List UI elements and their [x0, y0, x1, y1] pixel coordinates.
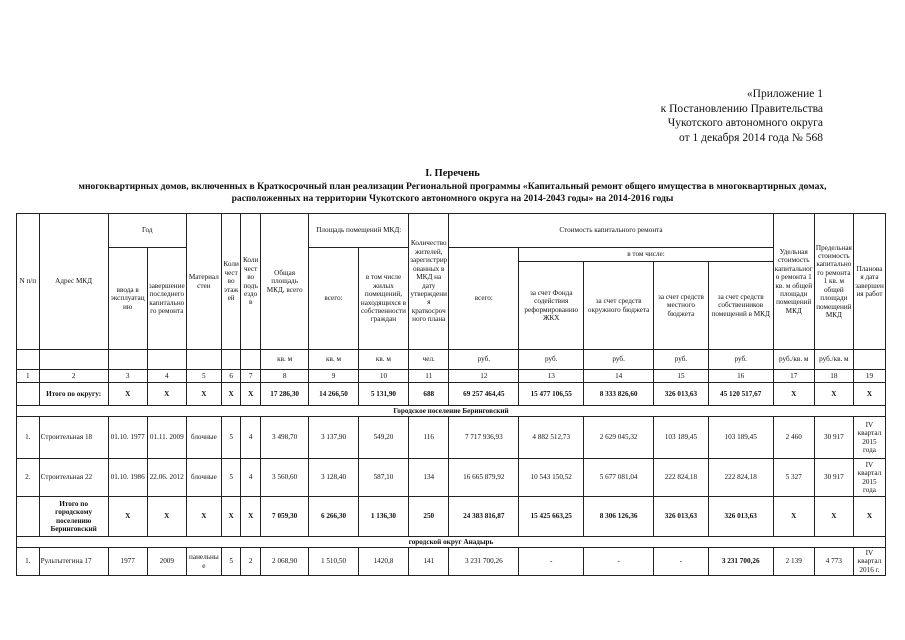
- header-plan-date: Плановая дата завершения работ: [853, 214, 885, 350]
- table-cell: 103 189,45: [654, 417, 709, 459]
- table-cell: 7 059,30: [260, 497, 308, 537]
- table-cell: -: [654, 548, 709, 576]
- table-cell: 5 327: [773, 459, 814, 497]
- column-numbers-row: [17, 370, 886, 383]
- table-cell: 1977: [108, 548, 147, 576]
- col-number: 12: [449, 370, 519, 383]
- header-row-1: [17, 214, 886, 248]
- header-num: N п/п: [17, 214, 40, 350]
- table-cell: 326 013,63: [654, 497, 709, 537]
- table-cell: -: [519, 548, 584, 576]
- table-cell: блочные: [186, 417, 221, 459]
- table-cell: 1420,8: [358, 548, 408, 576]
- table-cell: X: [773, 383, 814, 406]
- table-cell: блочные: [186, 459, 221, 497]
- table-cell: 45 120 517,67: [708, 383, 773, 406]
- table-cell: X: [147, 497, 186, 537]
- header-premises-total: всего:: [309, 248, 358, 350]
- table-cell: 15 477 106,55: [519, 383, 584, 406]
- row-address: Строительная 22: [39, 459, 108, 497]
- table-cell: X: [186, 497, 221, 537]
- okrug-total-label: Итого по округу:: [39, 383, 108, 406]
- table-cell: 326 013,63: [654, 383, 709, 406]
- unit-unit-cost: руб./кв. м: [773, 350, 814, 370]
- table-cell: 2 629 045,32: [584, 417, 654, 459]
- header-premises-residential: в том числе жилых помещений, находящихся в собственности граждан: [358, 248, 408, 350]
- appendix-line-4: от 1 декабря 2014 года № 568: [678, 131, 823, 144]
- subtitle-line-2: расположенных на территории Чукотского автономного округа на 2014-2043 годы» на 2014-2016 годы: [231, 193, 674, 204]
- header-total-area: Общая площадь МКД, всего: [260, 214, 308, 350]
- table-cell: 222 824,18: [708, 459, 773, 497]
- table-cell: X: [241, 497, 261, 537]
- table-cell: 1 136,30: [358, 497, 408, 537]
- table-cell: 3 231 700,26: [708, 548, 773, 576]
- header-incl: в том числе:: [519, 248, 773, 262]
- table-cell: 5: [221, 459, 241, 497]
- table-cell: -: [584, 548, 654, 576]
- table-cell: 69 257 464,45: [449, 383, 519, 406]
- table-row: [17, 417, 886, 459]
- table-cell: 30 917: [814, 459, 853, 497]
- table-cell: X: [186, 383, 221, 406]
- table-cell: IV квартал 2015 года: [853, 417, 885, 459]
- table-cell: 15 425 663,25: [519, 497, 584, 537]
- okrug-total-row: [17, 383, 886, 406]
- col-number: 13: [519, 370, 584, 383]
- col-number: 18: [814, 370, 853, 383]
- col-number: 8: [260, 370, 308, 383]
- units-row: [17, 350, 886, 370]
- col-number: 15: [654, 370, 709, 383]
- section-title: городской округ Анадырь: [17, 537, 886, 548]
- col-number: 10: [358, 370, 408, 383]
- col-number: 3: [108, 370, 147, 383]
- table-cell: 6 266,30: [309, 497, 358, 537]
- table-cell: 24 383 816,87: [449, 497, 519, 537]
- table-cell: 3 560,60: [260, 459, 308, 497]
- table-cell: 222 824,18: [654, 459, 709, 497]
- unit-cost-total: руб.: [449, 350, 519, 370]
- unit-local: руб.: [654, 350, 709, 370]
- table-cell: 116: [409, 417, 449, 459]
- appendix-block: [661, 87, 823, 145]
- table-cell: 3 128,40: [309, 459, 358, 497]
- table-cell: X: [773, 497, 814, 537]
- table-cell: X: [221, 497, 241, 537]
- list-title: I. Перечень: [425, 168, 480, 179]
- table-cell: 4 773: [814, 548, 853, 576]
- table-cell: 14 266,50: [309, 383, 358, 406]
- col-number: 14: [584, 370, 654, 383]
- table-cell: 8 306 126,36: [584, 497, 654, 537]
- section-title: Городское поселение Беринговский: [17, 406, 886, 417]
- row-num: 1.: [17, 548, 40, 576]
- col-number: 11: [409, 370, 449, 383]
- table-cell: X: [108, 383, 147, 406]
- subtitle-line-1: многоквартирных домов, включенных в Краткосрочный план реализации Региональной программы «Капитальный ремонт общего имущества в многоквартирных домах,: [78, 181, 827, 192]
- appendix-line-1: «Приложение 1: [746, 88, 823, 100]
- table-cell: IV квартал 2016 г.: [853, 548, 885, 576]
- header-cost-total: всего:: [449, 248, 519, 350]
- table-cell: 134: [409, 459, 449, 497]
- unit-residents: чел.: [409, 350, 449, 370]
- table-cell: 688: [409, 383, 449, 406]
- header-entrances: Количество подъездов: [241, 214, 261, 350]
- col-number: 17: [773, 370, 814, 383]
- table-cell: 250: [409, 497, 449, 537]
- table-cell: 3 231 700,26: [449, 548, 519, 576]
- header-premises-area: Площадь помещений МКД:: [309, 214, 409, 248]
- unit-district: руб.: [584, 350, 654, 370]
- unit-total-area: кв. м: [260, 350, 308, 370]
- table-row: [17, 459, 886, 497]
- table-cell: 2 139: [773, 548, 814, 576]
- table-cell: 4: [241, 417, 261, 459]
- section-row: [17, 406, 886, 417]
- row-num: 1.: [17, 417, 40, 459]
- section-total-row: [17, 497, 886, 537]
- table-cell: панельные: [186, 548, 221, 576]
- row-num: 2.: [17, 459, 40, 497]
- table-cell: 01.10. 1977: [108, 417, 147, 459]
- table-cell: 103 189,45: [708, 417, 773, 459]
- header-wall-material: Материал стен: [186, 214, 221, 350]
- table-cell: 141: [409, 548, 449, 576]
- header-cost: Стоимость капитального ремонта: [449, 214, 773, 248]
- header-max-cost: Предельная стоимость капитального ремонта 1 кв. м общей площади помещений МКД: [814, 214, 853, 350]
- unit-max-cost: руб./кв. м: [814, 350, 853, 370]
- table-cell: IV квартал 2015 года: [853, 459, 885, 497]
- table-cell: 5 131,90: [358, 383, 408, 406]
- table-cell: 5: [221, 548, 241, 576]
- col-number: 6: [221, 370, 241, 383]
- row-address: Рультытегина 17: [39, 548, 108, 576]
- table-cell: 8 333 826,60: [584, 383, 654, 406]
- table-cell: 1 510,50: [309, 548, 358, 576]
- table-cell: 01.11. 2009: [147, 417, 186, 459]
- list-subtitle: [0, 181, 905, 205]
- header-unit-cost: Удельная стоимость капитального ремонта 1 кв. м общей площади помещений МКД: [773, 214, 814, 350]
- table-cell: 5 677 081,04: [584, 459, 654, 497]
- table-cell: 2 068,90: [260, 548, 308, 576]
- houses-table: [16, 213, 886, 576]
- table-cell: 22.06. 2012: [147, 459, 186, 497]
- table-cell: 4: [241, 459, 261, 497]
- table-cell: 3 498,70: [260, 417, 308, 459]
- table-cell: X: [814, 497, 853, 537]
- section-row: [17, 537, 886, 548]
- col-number: 2: [39, 370, 108, 383]
- table-cell: 2009: [147, 548, 186, 576]
- table-cell: X: [853, 497, 885, 537]
- table-cell: X: [853, 383, 885, 406]
- header-district: за счет средств окружного бюджета: [584, 262, 654, 350]
- col-number: 5: [186, 370, 221, 383]
- section-total-label: Итого по городскому поселению Беринговский: [39, 497, 108, 537]
- table-row: [17, 548, 886, 576]
- table-cell: X: [241, 383, 261, 406]
- row-address: Строительная 18: [39, 417, 108, 459]
- table-cell: 4 882 512,73: [519, 417, 584, 459]
- col-number: 1: [17, 370, 40, 383]
- col-number: 16: [708, 370, 773, 383]
- header-address: Адрес МКД: [39, 214, 108, 350]
- table-cell: 7 717 936,93: [449, 417, 519, 459]
- table-cell: 2: [241, 548, 261, 576]
- unit-owners: руб.: [708, 350, 773, 370]
- col-number: 4: [147, 370, 186, 383]
- header-floors: Количество этажей: [221, 214, 241, 350]
- table-cell: X: [814, 383, 853, 406]
- header-residents: Количество жителей, зарегистрированных в МКД на дату утверждения краткосрочного плана: [409, 214, 449, 350]
- table-cell: X: [108, 497, 147, 537]
- table-cell: 326 013,63: [708, 497, 773, 537]
- unit-fund: руб.: [519, 350, 584, 370]
- table-cell: 549,20: [358, 417, 408, 459]
- table-cell: 01.10. 1986: [108, 459, 147, 497]
- appendix-line-2: к Постановлению Правительства: [660, 102, 823, 115]
- col-number: 9: [309, 370, 358, 383]
- table-cell: 587,10: [358, 459, 408, 497]
- header-row-2: [17, 248, 886, 262]
- header-year: Год: [108, 214, 186, 248]
- table-cell: 2 460: [773, 417, 814, 459]
- header-year-commission: ввода в эксплуатацию: [108, 248, 147, 350]
- table-cell: 30 917: [814, 417, 853, 459]
- col-number: 19: [853, 370, 885, 383]
- table-cell: 16 665 879,92: [449, 459, 519, 497]
- table-cell: 5: [221, 417, 241, 459]
- appendix-line-3: Чукотского автономного округа: [667, 117, 823, 130]
- table-cell: X: [221, 383, 241, 406]
- header-year-repair: завершение последнего капитального ремонта: [147, 248, 186, 350]
- header-local: за счет средств местного бюджета: [654, 262, 709, 350]
- table-cell: 17 286,30: [260, 383, 308, 406]
- col-number: 7: [241, 370, 261, 383]
- table-cell: 10 543 150,52: [519, 459, 584, 497]
- header-owners: за счет средств собственников помещений в МКД: [708, 262, 773, 350]
- header-fund: за счет Фонда содействия реформированию ЖКХ: [519, 262, 584, 350]
- unit-premises-residential: кв. м: [358, 350, 408, 370]
- table-cell: 3 137,90: [309, 417, 358, 459]
- unit-premises-total: кв. м: [309, 350, 358, 370]
- table-cell: X: [147, 383, 186, 406]
